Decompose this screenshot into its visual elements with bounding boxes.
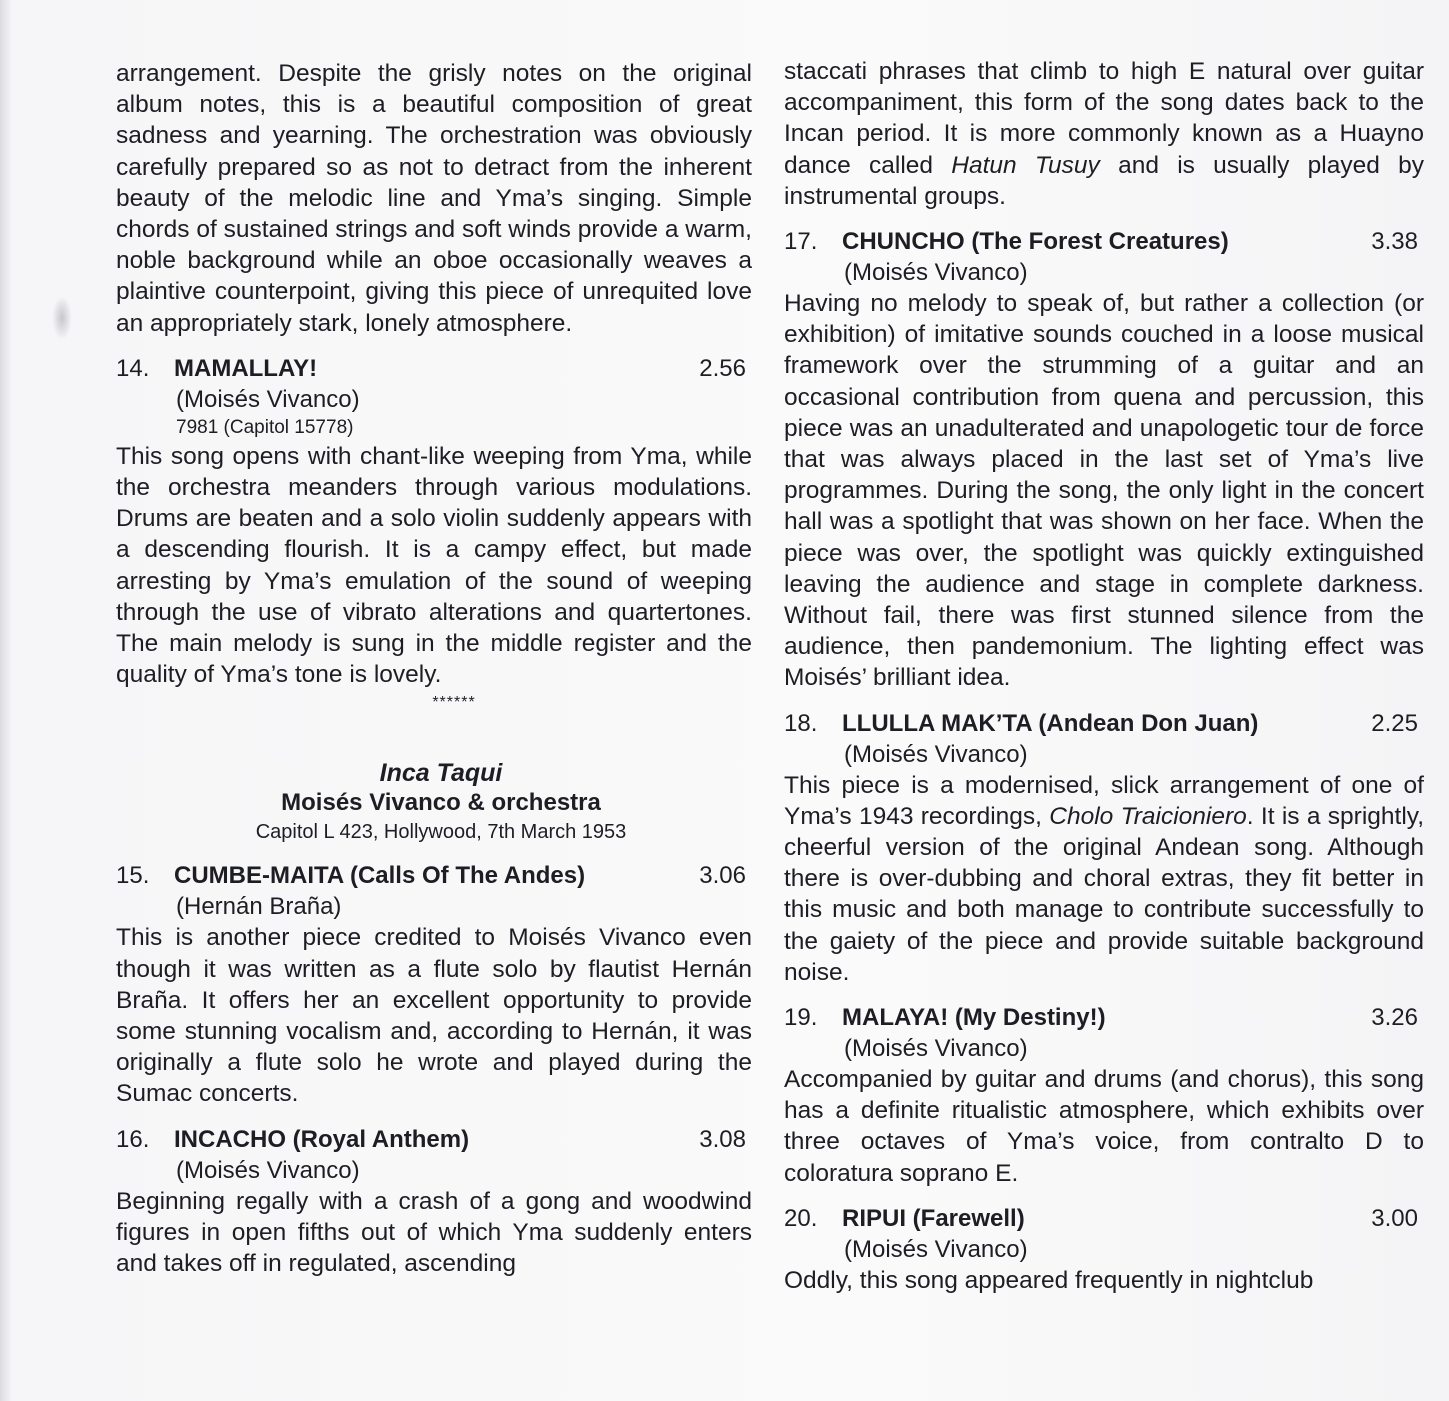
track-duration: 3.38 bbox=[1371, 228, 1418, 256]
intro-text-start: staccati phrases that climb to high E natural over guitar accompaniment, this form of the song dates back to the Incan period. It is more commonly known as a Huayno dance called bbox=[784, 58, 1424, 179]
track-header bbox=[116, 860, 752, 891]
track-description: Accompanied by guitar and drums (and chorus), this song has a definite ritualistic atmosphere, which exhibits over three octaves of Yma’s voice, from contralto D to coloratura soprano E. bbox=[784, 1066, 1424, 1187]
track-composer: (Moisés Vivanco) bbox=[176, 385, 360, 413]
track-header bbox=[116, 1124, 752, 1155]
track-duration: 2.56 bbox=[699, 354, 746, 382]
intro-paragraph: arrangement. Despite the grisly notes on the original album notes, this is a beautiful composition of great sadness and yearning. The orchestration was obviously carefully prepared so as not to detract from the inherent beauty of the melodic line and Yma’s singing. Simple chords of sustained strings and soft winds provide a warm, noble background while an oboe occasionally weaves a plaintive counterpoint, giving this piece of unrequited love an appropriately stark, lonely atmosphere. bbox=[116, 60, 752, 337]
track-title: MAMALLAY! bbox=[174, 354, 318, 382]
track-19 bbox=[784, 1002, 1424, 1189]
track-description: This is another piece credited to Moisés Vivanco even though it was written as a flute solo by flautist Hernán Braña. It offers her an excellent opportunity to provide some stunning vocalism and, according to Hernán, it was originally a flute solo he wrote and played during the Sumac concerts. bbox=[116, 924, 752, 1108]
description-end: . It is a sprightly, cheerful version of the original Andean song. Although there is over-dubbing and choral extras, they fit better in this music and both manage to contribute successfully to the gaiety of the piece and provide suitable background noise. bbox=[784, 802, 1425, 986]
track-15 bbox=[116, 860, 752, 1109]
song-name-italic: Cholo Traicioniero bbox=[1049, 802, 1247, 830]
track-number: 15. bbox=[116, 862, 150, 890]
album-heading bbox=[116, 758, 752, 846]
track-number: 14. bbox=[116, 354, 150, 382]
track-title: CHUNCHO (The Forest Creatures) bbox=[842, 228, 1229, 256]
track-title: MALAYA! (My Destiny!) bbox=[842, 1004, 1106, 1032]
track-description: This song opens with chant-like weeping from Yma, while the orchestra meanders through various modulations. Drums are beaten and a solo violin suddenly appears with a descending flourish. It is a campy effect, but made arresting by Yma’s emulation of the sound of weeping through the use of vibrato alterations and quartertones. The main melody is sung in the middle register and the quality of Yma’s tone is lovely. bbox=[116, 442, 752, 689]
track-composer: (Moisés Vivanco) bbox=[844, 1235, 1028, 1263]
track-header bbox=[784, 708, 1424, 739]
left-column bbox=[116, 58, 752, 1279]
album-artist: Moisés Vivanco & orchestra bbox=[281, 789, 601, 817]
track-duration: 3.26 bbox=[1371, 1004, 1418, 1032]
song-name-italic: Hatun Tusuy bbox=[951, 151, 1100, 179]
track-header bbox=[784, 226, 1424, 257]
right-column bbox=[784, 56, 1424, 1296]
intro-text-end: and is usually played by instrumental groups. bbox=[784, 151, 1424, 210]
intro-paragraph bbox=[784, 56, 1424, 212]
track-duration: 3.08 bbox=[699, 1125, 746, 1153]
track-description bbox=[784, 770, 1424, 988]
paper-smudge bbox=[52, 296, 72, 340]
track-20 bbox=[784, 1203, 1424, 1296]
track-title: INCACHO (Royal Anthem) bbox=[174, 1125, 470, 1153]
track-title: LLULLA MAK’TA (Andean Don Juan) bbox=[842, 709, 1259, 737]
track-header bbox=[784, 1002, 1424, 1033]
track-header bbox=[116, 353, 752, 384]
album-recording-info: Capitol L 423, Hollywood, 7th March 1953 bbox=[255, 821, 627, 844]
track-number: 20. bbox=[784, 1204, 818, 1232]
album-title: Inca Taqui bbox=[379, 759, 503, 788]
track-composer: (Hernán Braña) bbox=[176, 893, 342, 921]
track-number: 16. bbox=[116, 1125, 150, 1153]
track-duration: 3.06 bbox=[699, 862, 746, 890]
track-17 bbox=[784, 226, 1424, 694]
track-composer: (Moisés Vivanco) bbox=[844, 740, 1028, 768]
track-title: CUMBE-MAITA (Calls Of The Andes) bbox=[174, 862, 586, 890]
description-start: This piece is a modernised, slick arrangement of one of Yma’s 1943 recordings, bbox=[784, 771, 1424, 830]
track-duration: 3.00 bbox=[1371, 1204, 1418, 1232]
section-separator: ****** bbox=[432, 694, 476, 712]
track-composer: (Moisés Vivanco) bbox=[844, 259, 1028, 287]
track-title: RIPUI (Farewell) bbox=[842, 1204, 1025, 1232]
track-18 bbox=[784, 708, 1424, 988]
track-description: Oddly, this song appeared frequently in nightclub bbox=[784, 1266, 1314, 1294]
track-header bbox=[784, 1203, 1424, 1234]
track-16 bbox=[116, 1124, 752, 1280]
track-number: 18. bbox=[784, 709, 818, 737]
track-composer: (Moisés Vivanco) bbox=[176, 1156, 360, 1184]
track-14 bbox=[116, 353, 752, 691]
track-description: Beginning regally with a crash of a gong and woodwind figures in open fifths out of which Yma suddenly enters and takes off in regulated, ascending bbox=[116, 1187, 752, 1278]
track-composer: (Moisés Vivanco) bbox=[844, 1035, 1028, 1063]
track-description: Having no melody to speak of, but rather a collection (or exhibition) of imitative sounds couched in a loose musical framework over the strumming of a guitar and an occasional contribution from quena and percussion, this piece was an unadulterated and unapologetic tour de force that was always placed in the last set of Yma’s live programmes. During the song, the only light in the concert hall was a spotlight that was shown on her face. When the piece was over, the spotlight was quickly extinguished leaving the audience and stage in complete darkness. Without fail, there was first stunned silence from the audience, then pandemonium. The lighting effect was Moisés’ brilliant idea. bbox=[784, 290, 1424, 692]
track-duration: 2.25 bbox=[1371, 709, 1418, 737]
track-number: 17. bbox=[784, 228, 818, 256]
track-catalog: 7981 (Capitol 15778) bbox=[176, 416, 354, 438]
track-number: 19. bbox=[784, 1004, 818, 1032]
